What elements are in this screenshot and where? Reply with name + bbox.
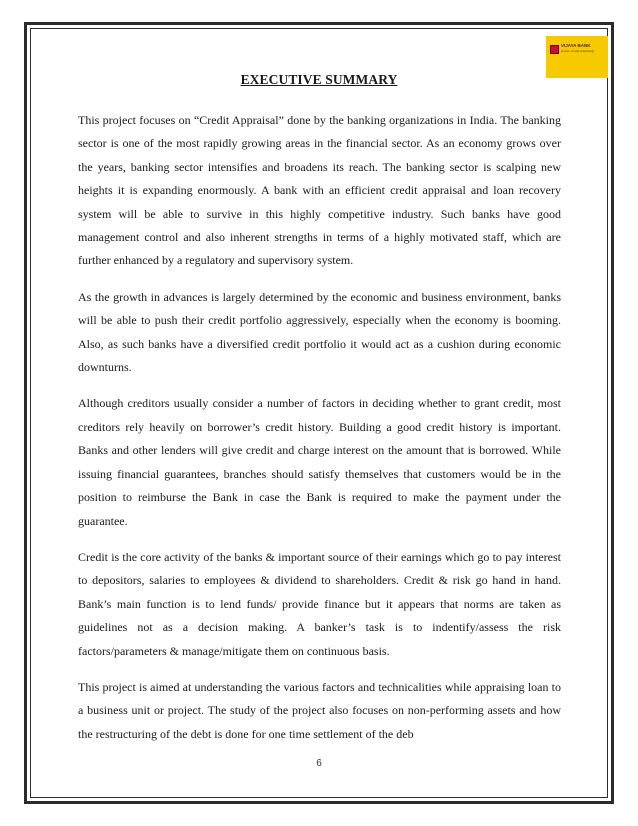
paragraph: As the growth in advances is largely determined by the economic and business environment, banks will be able to push their credit portfolio aggressively, especially when the economy is booming. Also, as such banks have a diversified credit portfolio it would act as a cushion during economic downturns.: [78, 289, 561, 375]
body-text: [78, 109, 561, 759]
paragraph: Although creditors usually consider a number of factors in deciding whether to grant credit, most creditors rely heavily on borrower’s credit history. Building a good credit history is important. Banks and other lenders will give credit and charge interest on the amount that is borrowed. While issuing financial guarantees, branches should satisfy themselves that customers would be in the position to reimburse the Bank in case the Bank is required to make the payment under the guarantee.: [78, 396, 561, 528]
page-title: EXECUTIVE SUMMARY: [240, 72, 398, 87]
logo-title: VIJAYA BANK: [561, 43, 591, 48]
paragraph: This project is aimed at understanding the various factors and technicalities while appraising loan to a business unit or project. The study of the project also focuses on non-performing assets and how the restructuring of the debt is done for one time settlement of the deb: [78, 679, 561, 741]
page-number: 6: [316, 758, 322, 769]
bank-emblem-icon: [550, 45, 559, 54]
logo-subtitle: (A Govt. of India Undertaking): [561, 50, 594, 53]
paragraph: This project focuses on “Credit Appraisal” done by the banking organizations in India. The banking sector is one of the most rapidly growing areas in the financial sector. As an economy grows over the years, banking sector intensifies and broadens its reach. The banking sector is scalping new heights it is expanding enormously. A bank with an efficient credit appraisal and loan recovery system will be able to survive in this highly competitive industry. Such banks have good management control and also inherent strengths in terms of a highly motivated staff, which are further enhanced by a regulatory and supervisory system.: [78, 113, 561, 268]
paragraph: Credit is the core activity of the banks & important source of their earnings which go to pay interest to depositors, salaries to employees & dividend to shareholders. Credit & risk go hand in hand. Bank’s main function is to lend funds/ provide finance but it appears that norms are taken as guidelines not as a decision making. A banker’s task is to indentify/assess the risk factors/parameters & manage/mitigate them on continuous basis.: [78, 549, 561, 658]
